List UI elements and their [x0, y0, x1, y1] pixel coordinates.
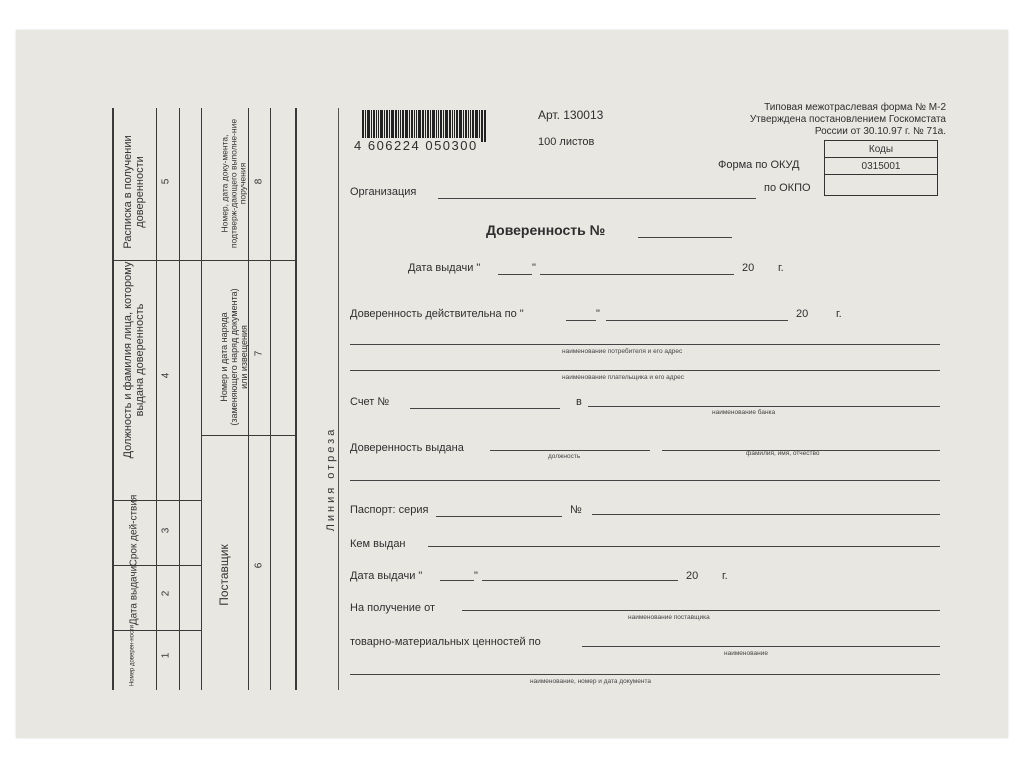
article-number: Арт. 130013	[538, 108, 604, 122]
stub-divider	[201, 108, 202, 690]
issue-day-field[interactable]	[498, 274, 532, 275]
codes-header: Коды	[825, 141, 938, 158]
valid-day-field[interactable]	[566, 320, 596, 321]
passport-series-label: Паспорт: серия	[350, 504, 429, 516]
bank-field[interactable]	[588, 406, 940, 407]
full-name-continuation-field[interactable]	[350, 480, 940, 481]
stub-col5-header: Расписка в получении доверенности	[122, 135, 146, 249]
stub-col6-header: Поставщик	[217, 544, 231, 606]
stub-divider	[179, 108, 180, 690]
stub-col6-num: 6	[253, 562, 265, 569]
stub-divider	[270, 108, 271, 690]
stub-col2-num: 2	[160, 590, 172, 597]
stub-col4-header: Должность и фамилия лица, которому выдана доверенность	[122, 261, 146, 459]
passport-issue-month-field[interactable]	[482, 580, 678, 581]
goods-label: товарно-материальных ценностей по	[350, 636, 541, 648]
position-field[interactable]	[490, 450, 650, 451]
okud-label: Форма по ОКУД	[718, 159, 800, 171]
barcode-number: 4 606224 050300	[354, 138, 478, 153]
valid-until-label: Доверенность действительна по "	[350, 308, 524, 320]
year-prefix: 20	[796, 308, 809, 320]
passport-issue-date-label: Дата выдачи "	[350, 570, 423, 582]
codes-table	[824, 140, 938, 196]
valid-month-field[interactable]	[606, 320, 788, 321]
stub-col1-num: 1	[160, 652, 172, 659]
passport-number-field[interactable]	[592, 514, 940, 515]
goods-hint: наименование	[724, 650, 768, 657]
full-name-hint: фамилия, имя, отчество	[746, 450, 820, 457]
receive-from-label: На получение от	[350, 602, 436, 614]
stub-separator	[201, 260, 295, 261]
account-field[interactable]	[410, 408, 560, 409]
stub-col7-header: Номер и дата наряда (заменяющего наряд документа) или извещения	[219, 288, 249, 426]
form-sheet	[16, 30, 1008, 738]
stub-separator	[112, 630, 201, 631]
quote-mark: "	[596, 308, 600, 320]
stub-col1-header: Номер доверен-ности	[129, 624, 136, 687]
organization-field[interactable]	[438, 198, 756, 199]
issued-by-field[interactable]	[428, 546, 940, 547]
passport-issue-day-field[interactable]	[440, 580, 474, 581]
payer-hint: наименование плательщика и его адрес	[562, 374, 685, 381]
stub-col4-num: 4	[160, 372, 172, 379]
issued-by-label: Кем выдан	[350, 538, 406, 550]
stub-col2-header: Дата выдачи	[128, 565, 140, 626]
cut-line	[338, 108, 339, 690]
stub-col8-header: Номер, дата доку-мента, подтверж-дающего выполне-ние поручения	[219, 118, 248, 249]
position-hint: должность	[548, 453, 581, 460]
passport-series-field[interactable]	[436, 516, 562, 517]
form-type-line-1: Типовая межотраслевая форма № М-2	[764, 102, 946, 113]
document-hint: наименование, номер и дата документа	[530, 678, 651, 685]
bank-in-label: в	[576, 396, 582, 408]
consumer-field[interactable]	[350, 344, 940, 345]
account-label: Счет №	[350, 396, 390, 408]
stub-col5-num: 5	[160, 178, 172, 185]
organization-label: Организация	[350, 186, 417, 198]
stub-col8-num: 8	[253, 178, 265, 185]
stub-col3-num: 3	[160, 527, 172, 534]
passport-number-label: №	[570, 504, 582, 516]
stub-separator	[201, 435, 295, 436]
payer-field[interactable]	[350, 370, 940, 371]
issued-to-label: Доверенность выдана	[350, 442, 464, 454]
year-prefix: 20	[742, 262, 755, 274]
quote-mark: "	[474, 570, 478, 582]
year-suffix: г.	[722, 570, 728, 582]
supplier-hint: наименование поставщика	[628, 614, 710, 621]
supplier-field[interactable]	[462, 610, 940, 611]
consumer-hint: наименование потребителя и его адрес	[562, 348, 683, 355]
issue-month-field[interactable]	[540, 274, 734, 275]
stub-border-left	[112, 108, 114, 690]
stub-col3-header: Срок дей-ствия	[128, 494, 140, 567]
year-suffix: г.	[836, 308, 842, 320]
form-title: Доверенность №	[486, 222, 606, 238]
form-type-line-3: России от 30.10.97 г. № 71а.	[814, 126, 946, 137]
year-prefix: 20	[686, 570, 699, 582]
okud-code-field[interactable]: 0315001	[825, 158, 938, 175]
form-type-line-2: Утверждена постановлением Госкомстата	[749, 114, 946, 125]
year-suffix: г.	[778, 262, 784, 274]
okpo-label: по ОКПО	[764, 182, 811, 194]
stub-divider	[156, 108, 157, 690]
bank-hint: наименование банка	[712, 409, 776, 416]
stub-separator	[112, 565, 201, 566]
stub-separator	[112, 500, 201, 501]
goods-field[interactable]	[582, 646, 940, 647]
cut-line-label: Линия отреза	[325, 426, 337, 532]
stub-border-right	[295, 108, 297, 690]
document-field[interactable]	[350, 674, 940, 675]
quote-mark: "	[532, 262, 536, 274]
stub-col7-num: 7	[253, 350, 265, 357]
issue-date-label: Дата выдачи "	[408, 262, 481, 274]
okpo-code-field[interactable]	[825, 175, 938, 196]
sheet-count: 100 листов	[538, 136, 595, 148]
power-of-attorney-number-field[interactable]	[638, 237, 732, 238]
